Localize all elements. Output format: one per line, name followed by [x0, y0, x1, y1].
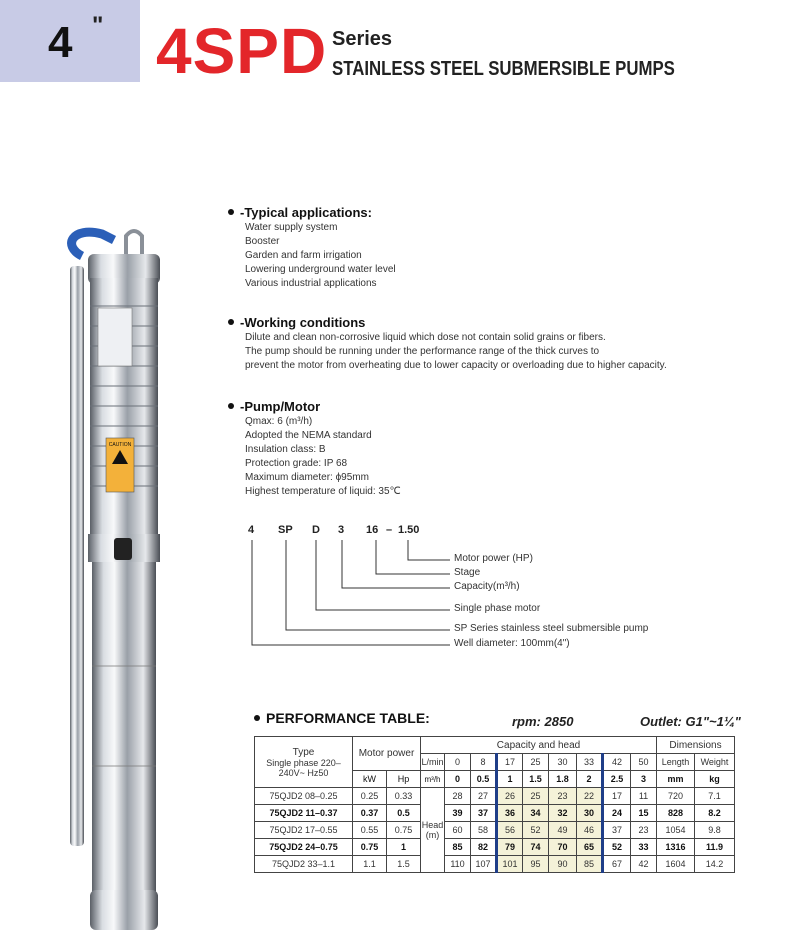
list-item: Water supply system: [245, 222, 338, 233]
length-header: Length: [657, 754, 695, 771]
pump-motor-section: [228, 400, 401, 499]
spec-line: Highest temperature of liquid: 35℃: [245, 486, 401, 497]
outlet-value: Outlet: G1"~1¼": [640, 714, 741, 729]
code-desc: Capacity(m³/h): [454, 581, 520, 592]
size-value: 4: [48, 18, 73, 67]
spec-line: Qmax: 6 (m³/h): [245, 416, 313, 427]
dimensions-header: Dimensions: [657, 737, 735, 754]
hp-header: Hp: [387, 771, 421, 788]
model-title: 4SPD: [156, 15, 328, 87]
size-badge: [0, 0, 140, 82]
spec-line: Maximum diameter: ϕ95mm: [245, 472, 369, 483]
code-part: 1.50: [398, 524, 420, 536]
pump-illustration: [62, 226, 172, 936]
type-header: Type Single phase 220–240V~ Hz50: [255, 737, 353, 788]
list-item: Garden and farm irrigation: [245, 250, 362, 261]
table-row: 75QJD2 11–0.37 0.37 0.5 39 37 36 34 32 30 24 15 828 8.2: [255, 805, 735, 822]
bullet-icon: [228, 209, 234, 215]
list-item: Lowering underground water level: [245, 264, 396, 275]
motor-header: Motor power: [353, 737, 421, 771]
motor-base: [90, 890, 158, 930]
performance-table: [254, 736, 735, 873]
list-item: Booster: [245, 236, 280, 247]
flow-cell: 25: [523, 754, 549, 771]
flow-cell: 2.5: [603, 771, 631, 788]
table-row: 75QJD2 17–0.55 0.55 0.75 60 58 56 52 49 46 37 23 1054 9.8: [255, 822, 735, 839]
spec-line: Adopted the NEMA standard: [245, 430, 372, 441]
caution-text: CAUTION: [108, 442, 132, 448]
code-part: SP: [278, 524, 293, 536]
flow-cell: 2: [577, 771, 603, 788]
pump-motor-title: -Pump/Motor: [228, 400, 401, 414]
flow-cell: 33: [577, 754, 603, 771]
flow-cell: 42: [603, 754, 631, 771]
flow-cell: 50: [631, 754, 657, 771]
model-code-diagram: [240, 520, 700, 660]
table-row: 75QJD2 33–1.1 1.1 1.5 110 107 101 95 90 85 67 42 1604 14.2: [255, 856, 735, 873]
code-part: 16: [366, 524, 379, 536]
code-desc: Single phase motor: [454, 603, 541, 614]
code-part: D: [312, 524, 320, 536]
performance-title: PERFORMANCE TABLE:: [254, 710, 430, 726]
text-line: prevent the motor from overheating due to lower capacity or overloading due to higher capacity.: [245, 360, 667, 371]
lmin-label: L/min: [421, 754, 445, 771]
code-desc: SP Series stainless steel submersible pump: [454, 623, 649, 634]
flow-cell: 30: [549, 754, 577, 771]
bullet-icon: [228, 403, 234, 409]
flow-cell: 17: [497, 754, 523, 771]
applications-section: [228, 206, 396, 291]
code-part: 4: [248, 524, 255, 536]
code-desc: Well diameter: 100mm(4"): [454, 638, 570, 649]
product-subtitle: STAINLESS STEEL SUBMERSIBLE PUMPS: [332, 58, 675, 80]
code-desc: Motor power (HP): [454, 553, 533, 564]
head-label: Head (m): [421, 788, 445, 873]
cable-guard: [70, 266, 84, 846]
rpm-value: rpm: 2850: [512, 714, 574, 729]
spec-line: Protection grade: IP 68: [245, 458, 348, 469]
table-row: 75QJD2 24–0.75 0.75 1 85 82 79 74 70 65 52 33 1316 11.9: [255, 839, 735, 856]
mm-header: mm: [657, 771, 695, 788]
working-section: [228, 316, 667, 373]
text-line: The pump should be running under the performance range of the thick curves to: [245, 346, 600, 357]
motor-body: [92, 562, 156, 892]
bullet-icon: [254, 715, 260, 721]
flow-cell: 0.5: [471, 771, 497, 788]
code-part: –: [386, 524, 393, 536]
working-title: -Working conditions: [228, 316, 667, 330]
text-line: Dilute and clean non-corrosive liquid which dose not contain solid grains or fibers.: [245, 332, 606, 343]
kw-header: kW: [353, 771, 387, 788]
flow-cell: 0: [445, 754, 471, 771]
code-part: 3: [338, 524, 345, 536]
flow-cell: 0: [445, 771, 471, 788]
kg-header: kg: [695, 771, 735, 788]
power-cable: [72, 232, 114, 256]
flow-cell: 1: [497, 771, 523, 788]
spec-line: Insulation class: B: [245, 444, 326, 455]
bullet-icon: [228, 319, 234, 325]
flow-cell: 8: [471, 754, 497, 771]
series-label: Series: [332, 28, 393, 50]
flow-cell: 1.8: [549, 771, 577, 788]
outlet-slot: [114, 538, 132, 560]
lifting-handle: [126, 231, 142, 258]
nameplate-label: [98, 308, 132, 366]
flow-cell: 3: [631, 771, 657, 788]
capacity-header: Capacity and head: [421, 737, 657, 754]
list-item: Various industrial applications: [245, 278, 377, 289]
weight-header: Weight: [695, 754, 735, 771]
size-inch-mark: ": [92, 12, 104, 39]
flow-cell: 1.5: [523, 771, 549, 788]
code-desc: Stage: [454, 567, 481, 578]
table-row: 75QJD2 08–0.25 0.25 0.33 Head (m) 28 27 26 25 23 22 17 11 720 7.1: [255, 788, 735, 805]
applications-title: -Typical applications:: [228, 206, 396, 220]
m3h-label: m³/h: [421, 771, 445, 788]
